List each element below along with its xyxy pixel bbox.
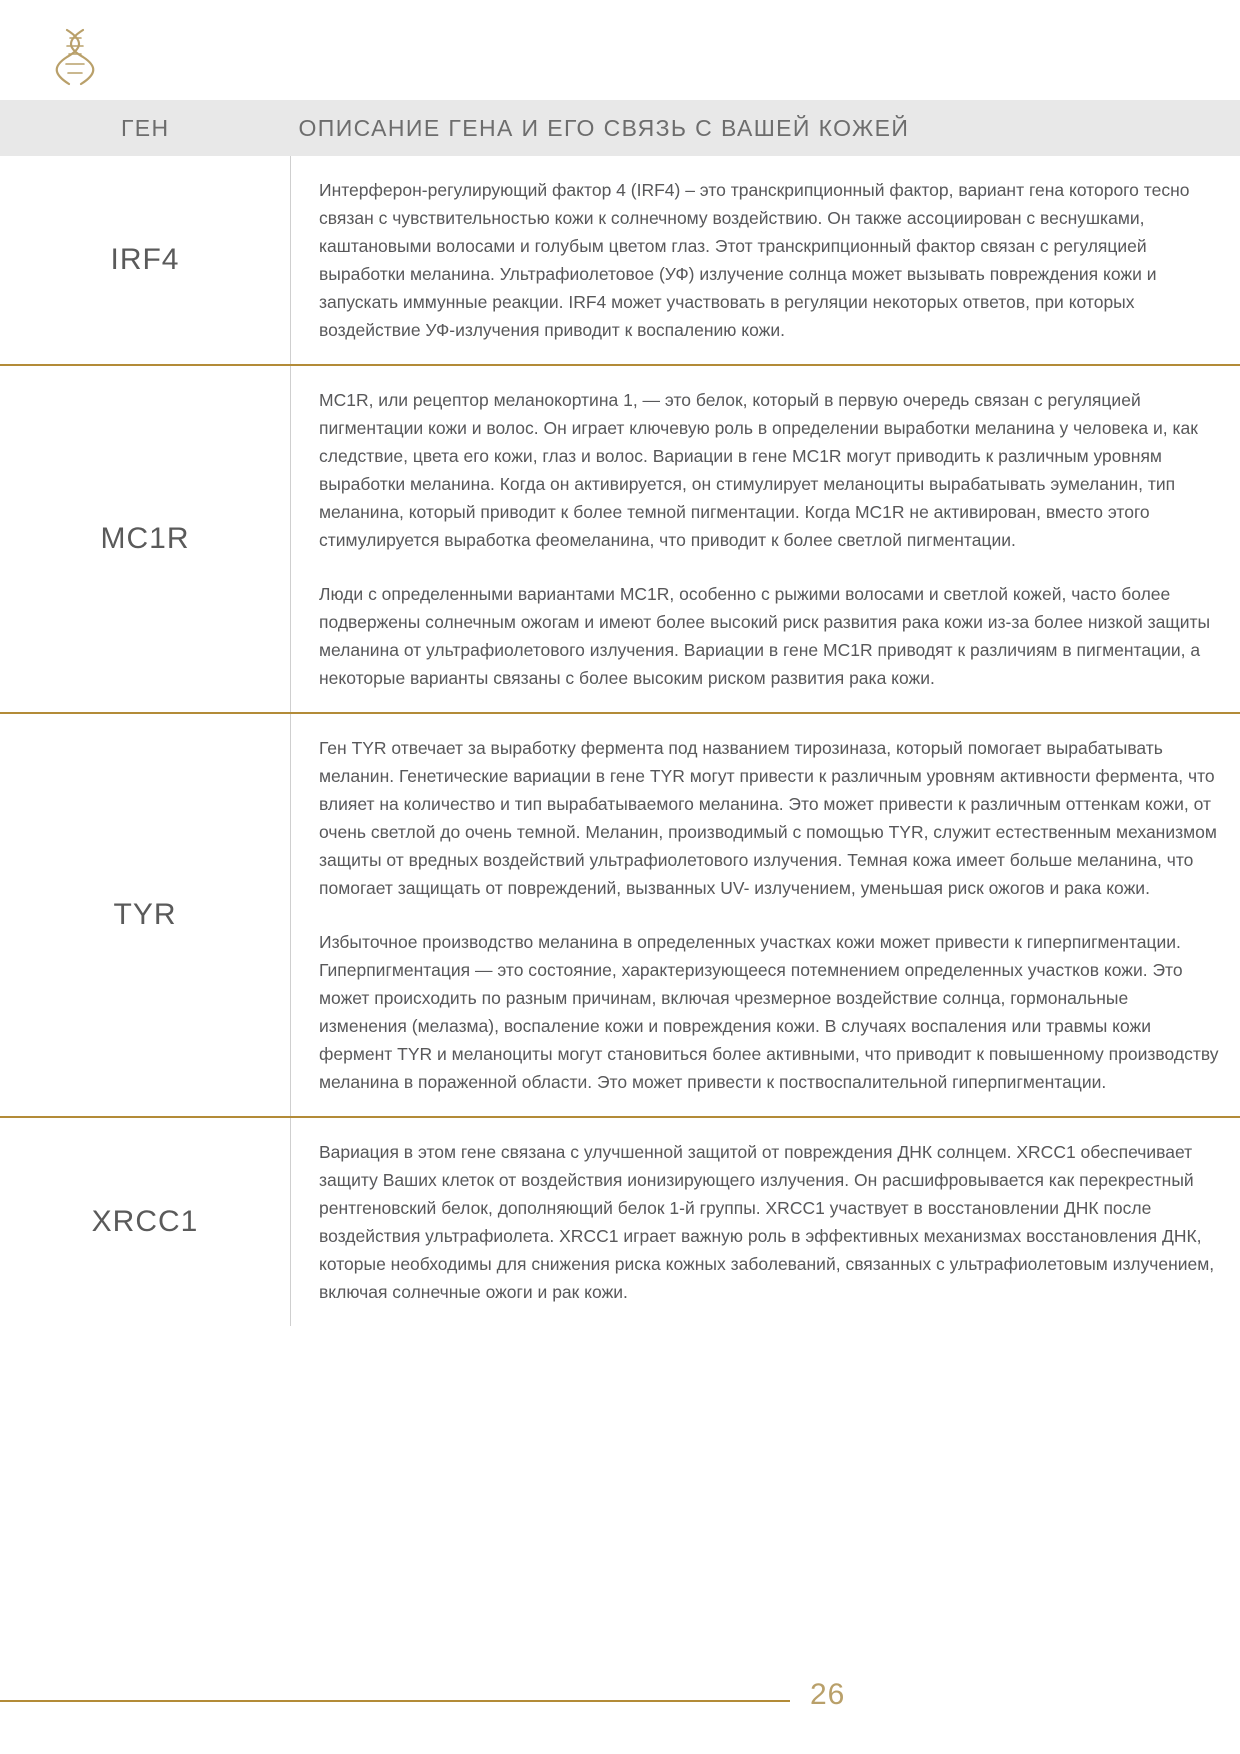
gene-name: XRCC1 (0, 1118, 291, 1326)
page-footer (0, 1678, 1240, 1718)
gene-description-paragraph: Избыточное производство меланина в определенных участках кожи может привести к гиперпигментации. Гиперпигментация — это состояние, характеризующееся потемнением определенных участков кожи. Это может происходить по разным причинам, включая чрезмерное воздействие солнца, гормональные изменения (мелазма), воспаление кожи и повреждения кожи. В случаях воспаления или травмы кожи фермент TYR и меланоциты могут становиться более активными, что приводит к повышенному производству меланина в пораженной области. Это может привести к поствоспалительной гиперпигментации. (319, 932, 1219, 1092)
table-row (0, 1118, 1240, 1326)
logo (30, 22, 120, 92)
gene-description (291, 366, 1240, 712)
column-header-description: ОПИСАНИЕ ГЕНА И ЕГО СВЯЗЬ С ВАШЕЙ КОЖЕЙ (298, 114, 910, 141)
table-row (0, 366, 1240, 712)
page-number: 26 (810, 1678, 846, 1711)
gene-name: IRF4 (0, 156, 291, 364)
gene-description (291, 156, 1240, 364)
gene-description-paragraph: Интерферон-регулирующий фактор 4 (IRF4) – это транскрипционный фактор, вариант гена которого тесно связан с чувствительностью кожи к солнечному воздействию. Он также ассоциирован с веснушками, каштановыми волосами и голубым цветом глаз. Этот транскрипционный фактор связан с регуляцией выработки меланина. Ультрафиолетовое (УФ) излучение солнца может вызывать повреждения кожи и запускать иммунные реакции. IRF4 может участвовать в регуляции некоторых ответов, при которых воздействие УФ-излучения приводит к воспалению кожи. (319, 180, 1190, 340)
gene-description-paragraph: MC1R, или рецептор меланокортина 1, — это белок, который в первую очередь связан с регуляцией пигментации кожи и волос. Он играет ключевую роль в определении выработки меланина у человека и, как следствие, цвета его кожи, глаз и волос. Вариации в гене MC1R могут приводить к различным уровням выработки меланина. Когда он активируется, он стимулирует меланоциты вырабатывать эумеланин, тип меланина, который приводит к более темной пигментации. Когда MC1R не активирован, вместо этого стимулируется выработка феомеланина, что приводит к более светлой пигментации. (319, 390, 1198, 550)
table-row (0, 714, 1240, 1116)
gene-description-paragraph: Люди с определенными вариантами MC1R, особенно с рыжими волосами и светлой кожей, часто более подвержены солнечным ожогам и имеют более высокий риск развития рака кожи из-за более низкой защиты меланина от ультрафиолетового излучения. Вариации в гене MC1R приводят к различиям в пигментации, а некоторые варианты связаны с более высоким риском развития рака кожи. (319, 584, 1211, 688)
column-header-gene: ГЕН (120, 114, 170, 141)
gene-description (291, 714, 1240, 1116)
footer-rule (0, 1700, 790, 1702)
table-row (0, 156, 1240, 364)
gene-description-paragraph: Вариация в этом гене связана с улучшенной защитой от повреждения ДНК солнцем. XRCC1 обеспечивает защиту Ваших клеток от воздействия ионизирующего излучения. Он расшифровывается как перекрестный рентгеновский белок, дополняющий белок 1-й группы. XRCC1 участвует в восстановлении ДНК после воздействия ультрафиолета. XRCC1 играет важную роль в эффективных механизмах восстановления ДНК, которые необходимы для снижения риска кожных заболеваний, связанных с ультрафиолетовым излучением, включая солнечные ожоги и рак кожи. (319, 1142, 1215, 1302)
dna-helix-icon (53, 26, 97, 88)
gene-description (291, 1118, 1240, 1326)
gene-name: MC1R (0, 366, 291, 712)
gene-name: TYR (0, 714, 291, 1116)
gene-description-paragraph: Ген TYR отвечает за выработку фермента под названием тирозиназа, который помогает вырабатывать меланин. Генетические вариации в гене TYR могут привести к различным уровням активности фермента, что влияет на количество и тип вырабатываемого меланина. Это может привести к различным оттенкам кожи, от очень светлой до очень темной. Меланин, производимый с помощью TYR, служит естественным механизмом защиты от вредных воздействий ультрафиолетового излучения. Темная кожа имеет больше меланина, что помогает защищать от повреждений, вызванных UV- излучением, уменьшая риск ожогов и рака кожи. (319, 738, 1217, 898)
gene-description-table (0, 100, 1240, 1326)
table-header-row (0, 100, 1240, 156)
